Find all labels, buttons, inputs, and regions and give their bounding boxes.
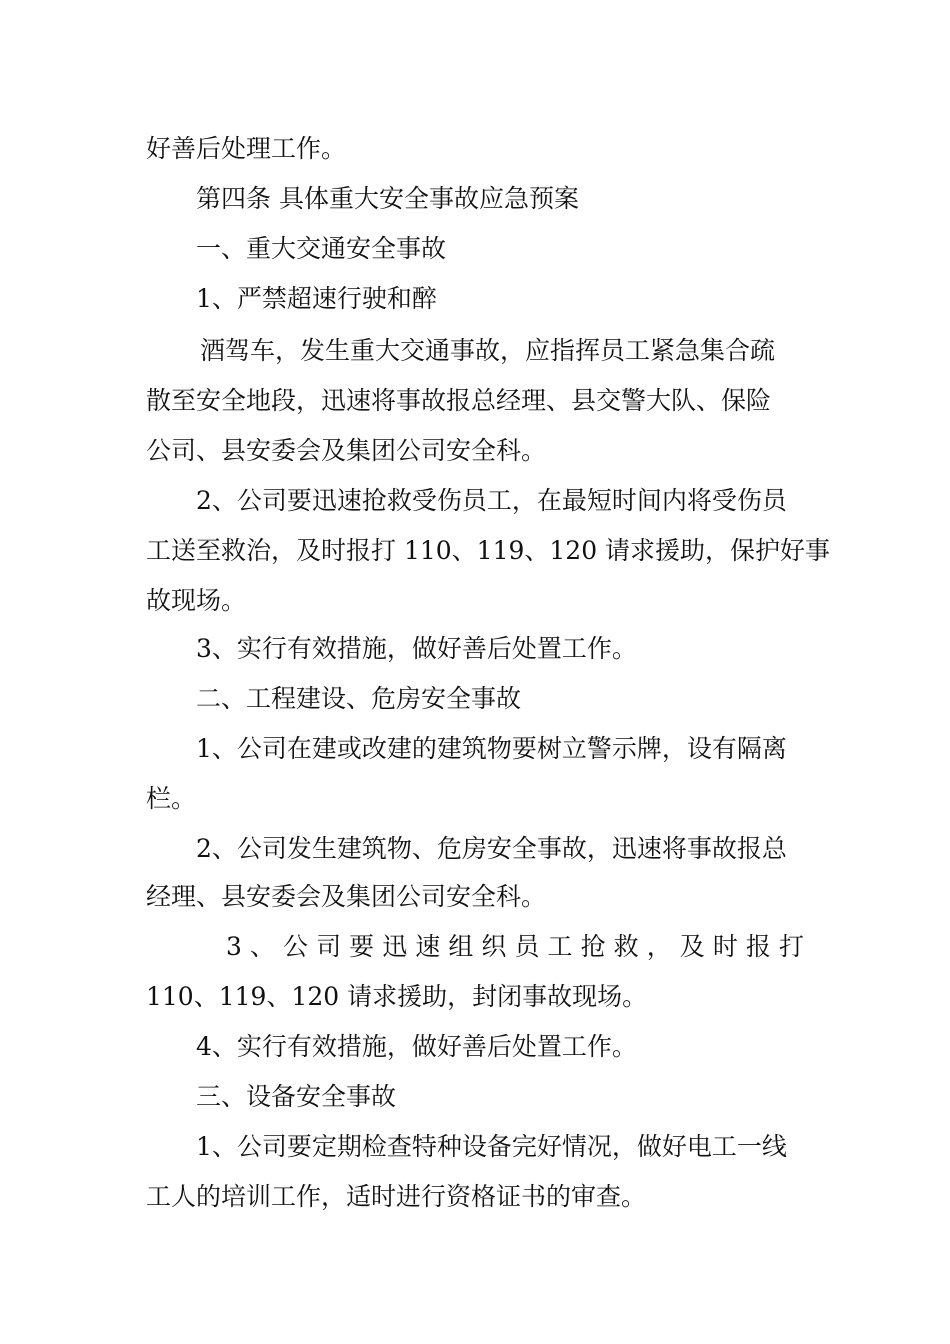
paragraph-line: 110、119、120 请求援助，封闭事故现场。 xyxy=(146,982,648,1011)
section-heading: 一、重大交通安全事故 xyxy=(196,234,447,263)
paragraph-line: 散至安全地段，迅速将事故报总经理、县交警大队、保险 xyxy=(146,386,772,415)
paragraph-line: 3、实行有效措施，做好善后处置工作。 xyxy=(196,634,637,663)
section-heading: 二、工程建设、危房安全事故 xyxy=(196,684,522,713)
spread-char: 工 xyxy=(547,932,573,961)
spread-char: 速 xyxy=(415,932,441,961)
paragraph-line: 公司、县安委会及集团公司安全科。 xyxy=(146,436,547,465)
spread-char: 3 xyxy=(226,932,242,961)
spread-char: 要 xyxy=(349,932,375,961)
spread-char: 组 xyxy=(448,932,474,961)
paragraph-line: 1、严禁超速行驶和醉 xyxy=(196,284,437,313)
paragraph-line: 工人的培训工作，适时进行资格证书的审查。 xyxy=(146,1182,647,1211)
spread-char: 抢 xyxy=(580,932,606,961)
spread-char: 织 xyxy=(481,932,507,961)
paragraph-line: 好善后处理工作。 xyxy=(146,134,347,163)
spread-char: 救 xyxy=(613,932,639,961)
spread-char: 打 xyxy=(778,932,804,961)
spread-char: 报 xyxy=(745,932,771,961)
spread-char: 、 xyxy=(249,932,275,961)
spread-char: 公 xyxy=(283,932,309,961)
spread-paragraph-line xyxy=(226,930,804,964)
section-heading: 三、设备安全事故 xyxy=(196,1082,397,1111)
paragraph-line: 酒驾车，发生重大交通事故，应指挥员工紧急集合疏 xyxy=(200,336,776,365)
paragraph-line: 工送至救治，及时报打 110、119、120 请求援助，保护好事 xyxy=(146,536,831,565)
spread-char: 司 xyxy=(316,932,342,961)
paragraph-line: 2、公司发生建筑物、危房安全事故，迅速将事故报总 xyxy=(196,834,787,863)
spread-char: 时 xyxy=(712,932,738,961)
paragraph-line: 4、实行有效措施，做好善后处置工作。 xyxy=(196,1032,637,1061)
spread-char: 及 xyxy=(679,932,705,961)
article-heading: 第四条 具体重大安全事故应急预案 xyxy=(196,184,579,213)
paragraph-line: 2、公司要迅速抢救受伤员工，在最短时间内将受伤员 xyxy=(196,486,787,515)
paragraph-line: 1、公司要定期检查特种设备完好情况，做好电工一线 xyxy=(196,1132,787,1161)
paragraph-line: 经理、县安委会及集团公司安全科。 xyxy=(146,882,547,911)
paragraph-line: 1、公司在建或改建的建筑物要树立警示牌，设有隔离 xyxy=(196,734,787,763)
paragraph-line: 栏。 xyxy=(146,784,197,813)
spread-char: ， xyxy=(646,932,672,961)
spread-char: 员 xyxy=(514,932,540,961)
paragraph-line: 故现场。 xyxy=(146,586,247,615)
spread-char: 迅 xyxy=(382,932,408,961)
